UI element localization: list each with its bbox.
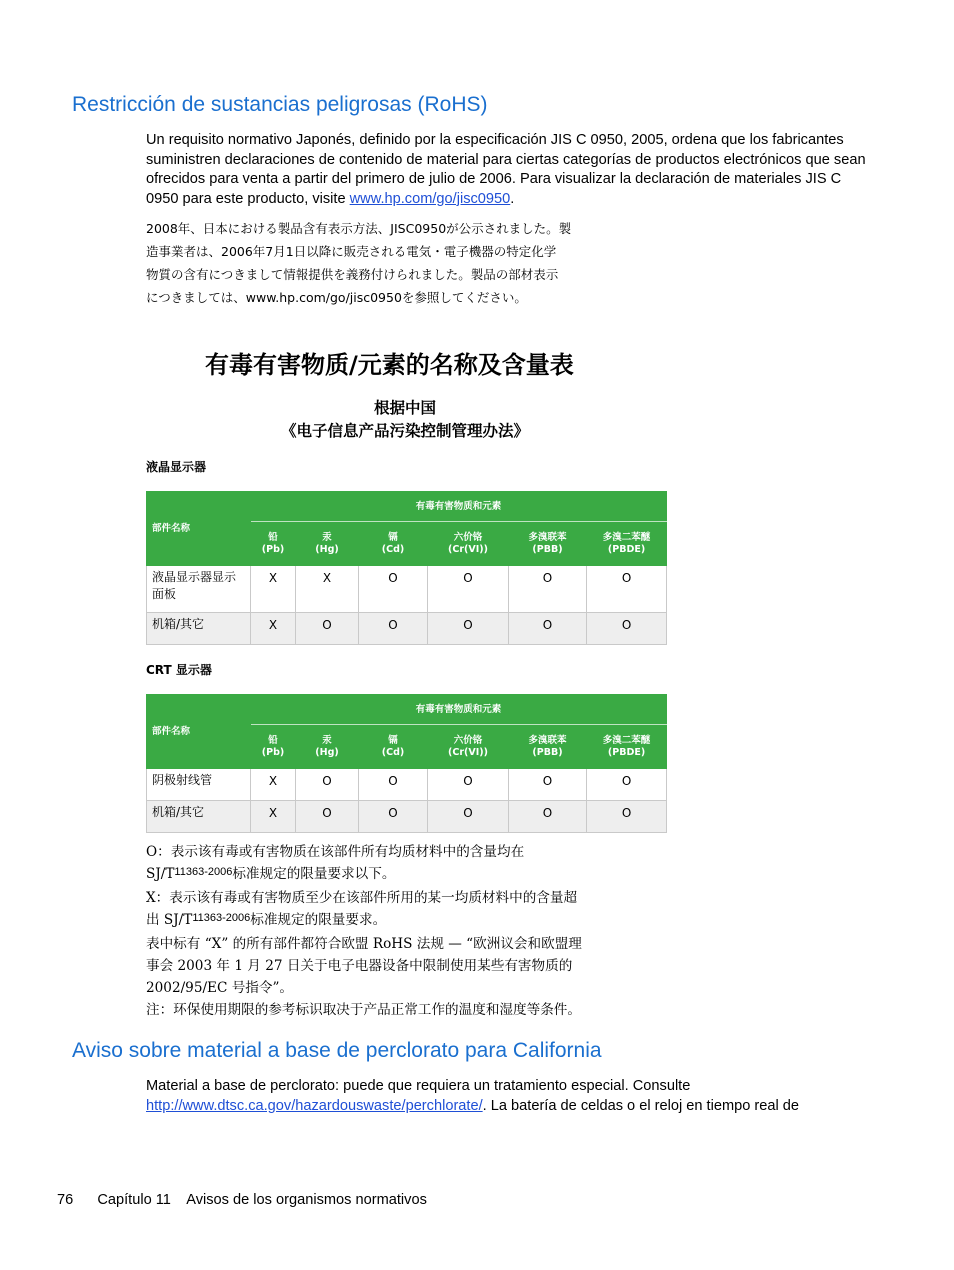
- crt-table-label: CRT 显示器: [146, 663, 212, 677]
- cn-subtitle: [250, 397, 560, 443]
- rohs-paragraph-end: .: [510, 190, 515, 207]
- section-heading-rohs: Restricción de sustancias peligrosas (RoHS): [72, 93, 488, 116]
- japanese-line: につきましては、www.hp.com/go/jisc0950を参照してください。: [146, 290, 527, 305]
- table-row: [147, 566, 667, 613]
- mark-cell: O: [509, 613, 587, 645]
- perchlorate-line2-text: . La batería de celdas o el reloj en tiempo real de: [482, 1097, 800, 1114]
- mark-cell: O: [428, 769, 509, 801]
- perchlorate-line1: Material a base de perclorato: puede que requiera un tratamiento especial. Consulte: [146, 1078, 691, 1094]
- mark-cell: O: [428, 801, 509, 833]
- mark-cell: O: [359, 566, 428, 613]
- section-heading-perchlorate: Aviso sobre material a base de perclorato para California: [72, 1039, 602, 1062]
- cn-subtitle-line2: 《电子信息产品污染控制管理办法》: [280, 422, 529, 440]
- mark-cell: O: [587, 769, 667, 801]
- jisc0950-link[interactable]: www.hp.com/go/jisc0950: [349, 190, 511, 207]
- header-pb: 铅 (Pb): [251, 725, 296, 769]
- japanese-line: 2008年、日本における製品含有表示方法、JISC0950が公示されました。製: [146, 221, 572, 236]
- mark-cell: O: [359, 769, 428, 801]
- japanese-line: 物質の含有につきまして情報提供を義務付けられました。製品の部材表示: [146, 267, 559, 282]
- cn-subtitle-line1: 根据中国: [373, 399, 436, 417]
- dtsc-perchlorate-link[interactable]: http://www.dtsc.ca.gov/hazardouswaste/perchlorate/: [146, 1097, 483, 1114]
- mark-cell: O: [509, 801, 587, 833]
- lcd-substance-table: [146, 491, 667, 645]
- mark-cell: X: [251, 566, 296, 613]
- cn-table-title: 有毒有害物质/元素的名称及含量表: [205, 351, 574, 379]
- mark-cell: X: [296, 566, 359, 613]
- mark-cell: O: [509, 566, 587, 613]
- header-hg: 汞 (Hg): [296, 725, 359, 769]
- mark-cell: O: [428, 566, 509, 613]
- mark-cell: O: [587, 566, 667, 613]
- mark-cell: O: [296, 769, 359, 801]
- japanese-line: 造事業者は、2006年7月1日以降に販売される電気・電子機器の特定化学: [146, 244, 557, 259]
- header-pbb: 多溴联苯 (PBB): [509, 522, 587, 566]
- mark-cell: O: [296, 613, 359, 645]
- header-pbde: 多溴二苯醚 (PBDE): [587, 522, 667, 566]
- page-footer: [57, 1192, 427, 1208]
- part-name: 液晶显示器显示面板: [147, 566, 251, 613]
- mark-cell: X: [251, 801, 296, 833]
- table-row: [147, 769, 667, 801]
- crt-substance-table: [146, 694, 667, 833]
- chapter-number: Capítulo 11: [97, 1192, 171, 1208]
- rohs-paragraph: [146, 131, 868, 209]
- mark-cell: O: [509, 769, 587, 801]
- table-row: [147, 801, 667, 833]
- lcd-table-label: 液晶显示器: [146, 460, 207, 474]
- page-number: 76: [57, 1192, 74, 1208]
- chapter-title: Avisos de los organismos normativos: [186, 1192, 427, 1208]
- header-pbde: 多溴二苯醚 (PBDE): [587, 725, 667, 769]
- note-rohs-compliance: 表中标有 “X” 的所有部件都符合欧盟 RoHS 法规 — “欧洲议会和欧盟理 事会 2003 年 1 月 27 日关于电子电器设备中限制使用某些有害物质的 2002/95/EC 号指令”。: [146, 936, 582, 996]
- mark-cell: O: [359, 613, 428, 645]
- mark-cell: O: [359, 801, 428, 833]
- header-hg: 汞 (Hg): [296, 522, 359, 566]
- mark-cell: O: [587, 613, 667, 645]
- mark-cell: X: [251, 769, 296, 801]
- header-cr6: 六价铬 (Cr(VI)): [428, 725, 509, 769]
- table-row: [147, 613, 667, 645]
- header-pbb: 多溴联苯 (PBB): [509, 725, 587, 769]
- part-name: 阴极射线管: [147, 769, 251, 801]
- mark-cell: O: [296, 801, 359, 833]
- japanese-paragraph: [146, 217, 571, 309]
- header-cr6: 六价铬 (Cr(VI)): [428, 522, 509, 566]
- rohs-paragraph-text: Un requisito normativo Japonés, definido por la especificación JIS C 0950, 2005, ordena que los fabricantes suministren declaraciones de contenido de material para ciertas categorías de productos electrónicos que sean ofrecidos para venta a partir del primero de julio de 2006. Para visualizar la declaración de materiales JIS C 0950 para este producto, visite: [146, 132, 866, 207]
- part-name: 机箱/其它: [147, 801, 251, 833]
- note-x: X：表示该有毒或有害物质至少在该部件所用的某一均质材料中的含量超 出 $SJ/T^{11363-2006}$标准规定的限量要求。: [146, 890, 578, 928]
- perchlorate-paragraph: [146, 1077, 886, 1116]
- note-o: O：表示该有毒或有害物质在该部件所有均质材料中的含量均在 $SJ/T^{11363-2006}$标准规定的限量要求以下。: [146, 844, 525, 882]
- note-environment: 注：环保使用期限的参考标识取决于产品正常工作的温度和湿度等条件。: [146, 1002, 581, 1018]
- mark-cell: X: [251, 613, 296, 645]
- header-substance-group: 有毒有害物质和元素: [251, 492, 667, 522]
- part-name: 机箱/其它: [147, 613, 251, 645]
- header-cd: 镉 (Cd): [359, 522, 428, 566]
- header-cd: 镉 (Cd): [359, 725, 428, 769]
- header-part-name: 部件名称: [147, 695, 251, 769]
- header-part-name: 部件名称: [147, 492, 251, 566]
- header-pb: 铅 (Pb): [251, 522, 296, 566]
- header-substance-group: 有毒有害物质和元素: [251, 695, 667, 725]
- mark-cell: O: [587, 801, 667, 833]
- mark-cell: O: [428, 613, 509, 645]
